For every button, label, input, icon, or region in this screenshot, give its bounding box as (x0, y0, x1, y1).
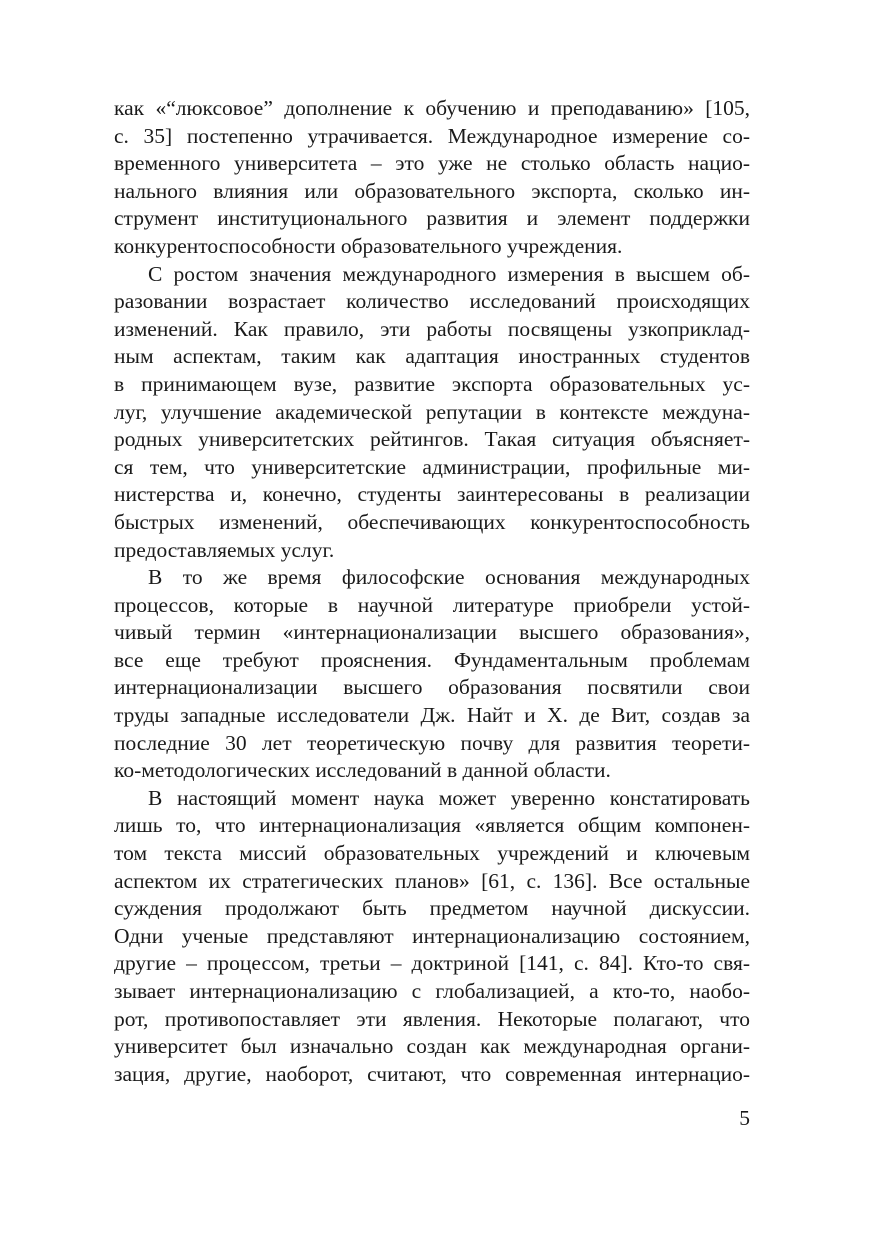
text-line: как «“люксовое” дополнение к обучению и преподаванию» [105, (114, 96, 750, 120)
text-line: университет был изначально создан как международная органи- (114, 1034, 750, 1059)
page-number: 5 (739, 1106, 750, 1130)
text-line: нального влияния или образовательного экспорта, сколько ин- (114, 178, 750, 203)
paragraph (114, 261, 750, 565)
text-line: лишь то, что интернационализация «является общим компонен- (114, 813, 750, 838)
paragraph (114, 564, 750, 785)
text-line: Одни ученые представляют интернационализацию состоянием, (114, 923, 750, 948)
text-line: другие – процессом, третьи – доктриной [141, с. 84]. Кто-то свя- (114, 951, 750, 976)
text-line: быстрых изменений, обеспечивающих конкурентоспособность (114, 509, 750, 534)
text-line: том текста миссий образовательных учреждений и ключевым (114, 841, 750, 866)
body-text (114, 95, 750, 1088)
text-line: чивый термин «интернационализации высшего образования», (114, 620, 750, 645)
text-line: конкурентоспособности образовательного учреждения. (114, 233, 623, 258)
text-line: нистерства и, конечно, студенты заинтересованы в реализации (114, 482, 750, 507)
text-line: ко-методологических исследований в данной области. (114, 758, 611, 783)
paragraph (114, 785, 750, 1089)
text-line: последние 30 лет теоретическую почву для развития теорети- (114, 730, 750, 755)
text-line: ным аспектам, таким как адаптация иностранных студентов (114, 344, 750, 369)
text-line: в принимающем вузе, развитие экспорта образовательных ус- (114, 371, 750, 396)
text-line: все еще требуют прояснения. Фундаментальным проблемам (114, 647, 750, 672)
text-line: В то же время философские основания международных (148, 565, 750, 590)
text-line: изменений. Как правило, эти работы посвящены узкоприклад- (114, 316, 750, 341)
text-line: труды западные исследователи Дж. Найт и Х. де Вит, создав за (114, 703, 750, 728)
text-line: рот, противопоставляет эти явления. Некоторые полагают, что (114, 1006, 750, 1031)
text-line: предоставляемых услуг. (114, 537, 335, 562)
text-line: разовании возрастает количество исследований происходящих (114, 289, 750, 314)
text-line: процессов, которые в научной литературе приобрели устой- (114, 592, 750, 617)
text-line: временного университета – это уже не столько область нацио- (114, 151, 750, 176)
paragraph (114, 95, 750, 261)
text-line: аспектом их стратегических планов» [61, с. 136]. Все остальные (114, 868, 750, 893)
text-line: зация, другие, наоборот, считают, что современная интернацио- (114, 1061, 750, 1086)
text-line: зывает интернационализацию с глобализацией, а кто-то, наобо- (114, 979, 750, 1003)
text-line: В настоящий момент наука может уверенно констатировать (148, 785, 750, 810)
text-line: с. 35] постепенно утрачивается. Международное измерение со- (114, 123, 750, 148)
text-line: ся тем, что университетские администрации, профильные ми- (114, 454, 750, 479)
text-line: родных университетских рейтингов. Такая ситуация объясняет- (114, 427, 750, 452)
text-line: суждения продолжают быть предметом научной дискуссии. (114, 896, 750, 921)
text-line: С ростом значения международного измерения в высшем об- (148, 261, 750, 286)
text-line: интернационализации высшего образования посвятили свои (114, 675, 750, 700)
text-line: струмент институционального развития и элемент поддержки (114, 206, 750, 231)
text-line: луг, улучшение академической репутации в контексте междуна- (114, 399, 750, 424)
